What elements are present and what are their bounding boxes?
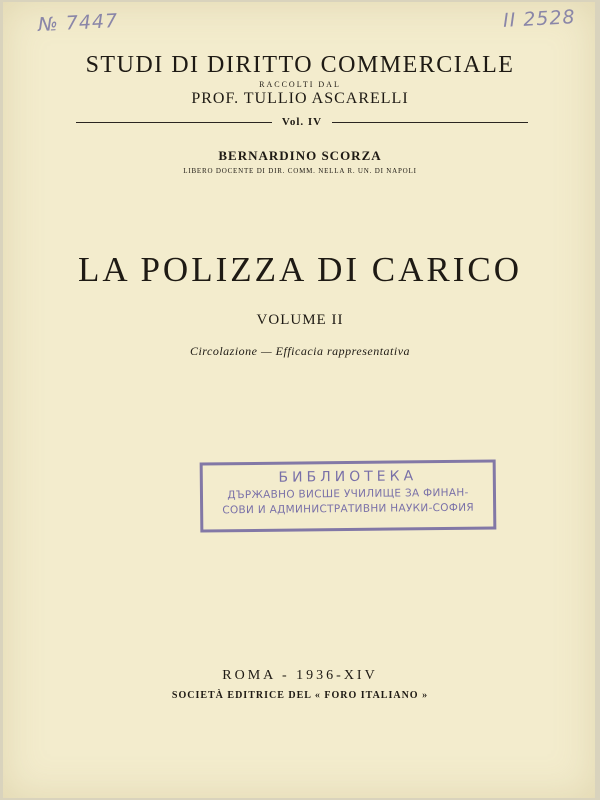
author-name: BERNARDINO SCORZA [218, 148, 382, 163]
stamp-line-1: ДЪРЖАВНО ВИСШЕ УЧИЛИЩЕ ЗА ФИНАН- [227, 486, 469, 502]
book-subtitle: Circolazione — Efficacia rappresentativa [189, 344, 411, 358]
series-raccolti: RACCOLTI DAL [259, 80, 341, 89]
series-title: STUDI DI DIRITTO COMMERCIALE [85, 52, 515, 78]
rule-right [332, 122, 528, 123]
series-editor: PROF. TULLIO ASCARELLI [191, 90, 409, 107]
rule-left [76, 122, 272, 123]
imprint-publisher: SOCIETÀ EDITRICE DEL « FORO ITALIANO » [171, 690, 429, 701]
author-description: LIBERO DOCENTE DI DIR. COMM. NELLA R. UN. DI NAPOLI [183, 167, 417, 175]
series-volume-rule [76, 114, 528, 130]
stamp-line-2: СОВИ И АДМИНИСТРАТИВНИ НАУКИ-СОФИЯ [222, 501, 475, 517]
library-stamp [200, 459, 497, 532]
book-title: LA POLIZZA DI CARICO [77, 250, 523, 289]
handwritten-shelf-mark: II 2528 [502, 6, 577, 32]
imprint-place-date: ROMA - 1936-XIV [222, 668, 378, 683]
series-volume: Vol. IV [281, 116, 323, 128]
stamp-title: БИБЛИОТЕКА [278, 468, 418, 486]
book-volume: VOLUME II [256, 312, 344, 328]
handwritten-inventory-number: № 7447 [37, 9, 119, 37]
